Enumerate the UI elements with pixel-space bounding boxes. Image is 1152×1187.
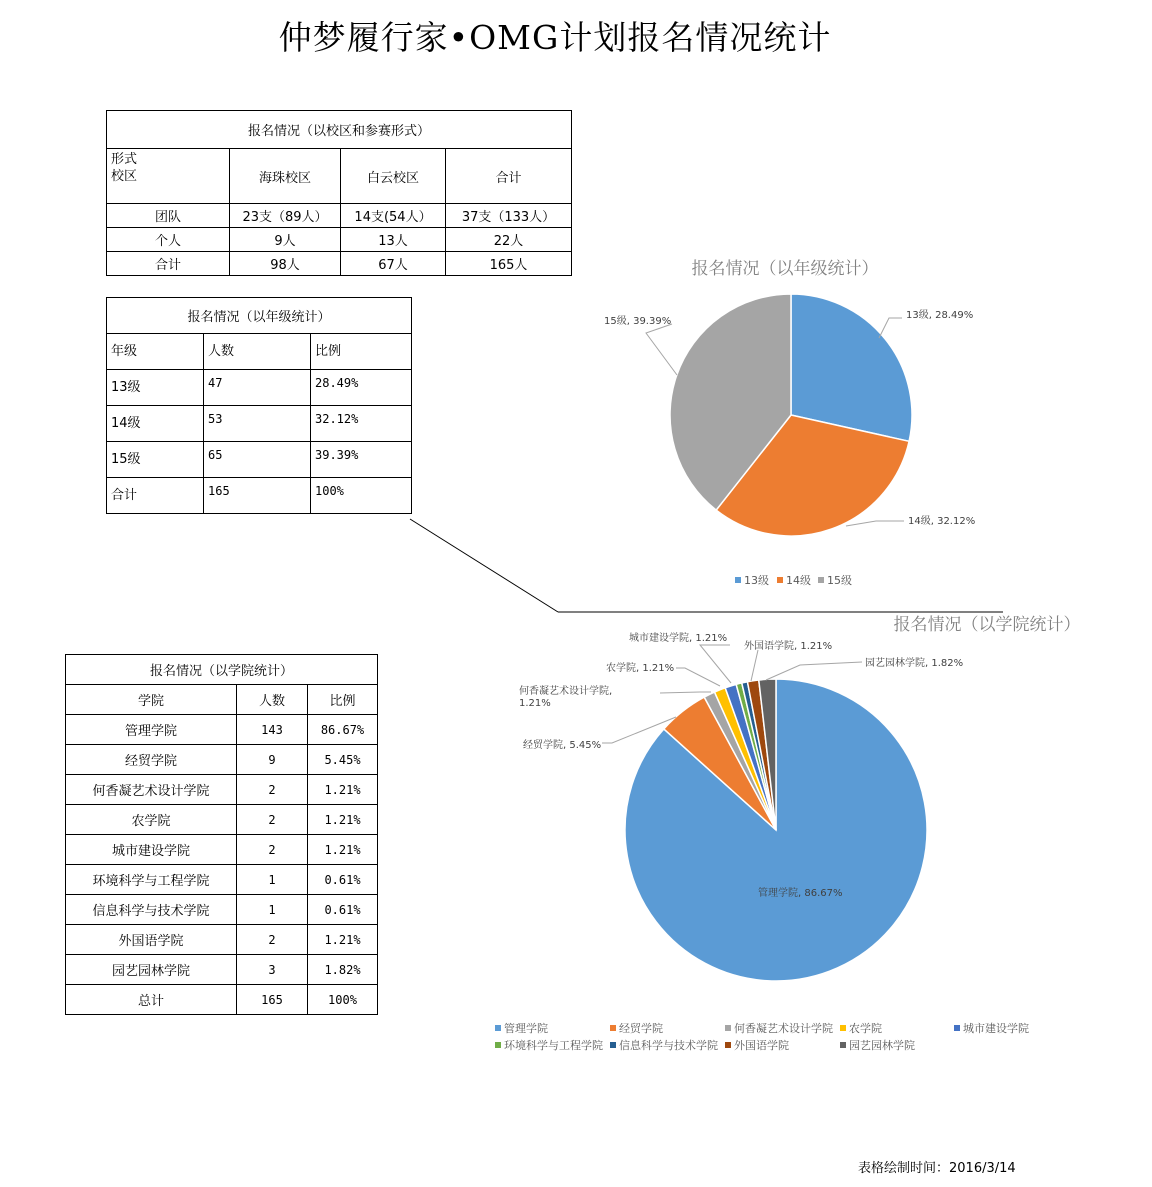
legend-swatch: [495, 1042, 501, 1048]
table-cell: 1.21%: [308, 775, 378, 805]
table-cell: 信息科学与技术学院: [66, 895, 237, 925]
table-cell: 53: [204, 406, 311, 442]
table-cell: 城市建设学院: [66, 835, 237, 865]
table-cell: 外国语学院: [66, 925, 237, 955]
legend-entry: 信息科学与技术学院: [619, 1039, 718, 1052]
table-cell: 农学院: [66, 805, 237, 835]
data-label: 农学院, 1.21%: [606, 663, 675, 674]
data-label: 1.21%: [519, 698, 551, 709]
table-cell: 1: [237, 895, 308, 925]
table-cell: 2: [237, 805, 308, 835]
table-cell: 0.61%: [308, 865, 378, 895]
data-label: 13级, 28.49%: [906, 310, 974, 321]
legend-swatch: [840, 1025, 846, 1031]
table-cell: 环境科学与工程学院: [66, 865, 237, 895]
legend-swatch: [725, 1025, 731, 1031]
column-header: 年级: [107, 334, 204, 370]
table-cell: 9人: [230, 228, 341, 252]
footer-timestamp: 表格绘制时间：2016/3/14: [858, 1161, 1016, 1176]
table-cell: 5.45%: [308, 745, 378, 775]
table-cell: 143: [237, 715, 308, 745]
table-cell: 14支(54人）: [341, 204, 446, 228]
table-cell: 37支（133人）: [446, 204, 572, 228]
table-cell: 165: [237, 985, 308, 1015]
table-cell: 100%: [308, 985, 378, 1015]
legend-swatch: [954, 1025, 960, 1031]
table-cell: 22人: [446, 228, 572, 252]
table-cell: 1: [237, 865, 308, 895]
table-cell: 86.67%: [308, 715, 378, 745]
table-cell: 管理学院: [66, 715, 237, 745]
table-cell: 100%: [311, 478, 412, 514]
legend-swatch: [725, 1042, 731, 1048]
table-cell: 32.12%: [311, 406, 412, 442]
legend-swatch: [610, 1042, 616, 1048]
college-chart-title: 报名情况（以学院统计）: [893, 615, 1081, 635]
leader-line: [766, 662, 862, 680]
table-cell: 1.21%: [308, 805, 378, 835]
table-cell: 2: [237, 925, 308, 955]
table-cell: 23支（89人）: [230, 204, 341, 228]
table-cell: 1.82%: [308, 955, 378, 985]
table-cell: 何香凝艺术设计学院: [66, 775, 237, 805]
table-cell: 合计: [107, 478, 204, 514]
table-cell: 15级: [107, 442, 204, 478]
table-cell: 65: [204, 442, 311, 478]
table-cell: 14级: [107, 406, 204, 442]
page-title: 仲梦履行家•OMG计划报名情况统计: [278, 18, 832, 57]
legend-swatch: [495, 1025, 501, 1031]
legend-entry: 管理学院: [504, 1022, 548, 1035]
table-cell: 0.61%: [308, 895, 378, 925]
legend-entry: 外国语学院: [734, 1039, 789, 1052]
table-cell: 园艺园林学院: [66, 955, 237, 985]
column-header: 人数: [204, 334, 311, 370]
table-cell: 经贸学院: [66, 745, 237, 775]
data-label: 园艺园林学院, 1.82%: [865, 658, 964, 669]
legend-entry: 园艺园林学院: [849, 1039, 915, 1052]
corner-top-label: 形式: [111, 152, 138, 167]
leader-line: [660, 692, 711, 693]
table-cell: 2: [237, 775, 308, 805]
data-label: 城市建设学院, 1.21%: [629, 633, 728, 644]
legend-entry: 15级: [827, 574, 852, 587]
leader-line: [700, 645, 731, 683]
legend-entry: 14级: [786, 574, 811, 587]
table-cell: 9: [237, 745, 308, 775]
column-header: 海珠校区: [230, 149, 341, 204]
table-cell: 165人: [446, 252, 572, 276]
table-cell: 1.21%: [308, 835, 378, 865]
legend-entry: 何香凝艺术设计学院: [734, 1022, 833, 1035]
table-cell: 13级: [107, 370, 204, 406]
leader-line: [751, 650, 758, 681]
column-header: 比例: [311, 334, 412, 370]
table-cell: 1.21%: [308, 925, 378, 955]
row-label: 个人: [107, 228, 230, 252]
table-cell: 47: [204, 370, 311, 406]
table-cell: 13人: [341, 228, 446, 252]
grade-chart-title: 报名情况（以年级统计）: [691, 259, 879, 279]
data-label: 管理学院, 86.67%: [758, 888, 843, 899]
table-cell: 39.39%: [311, 442, 412, 478]
data-label: 经贸学院, 5.45%: [523, 740, 602, 751]
legend-entry: 农学院: [849, 1022, 882, 1035]
row-label: 团队: [107, 204, 230, 228]
legend-swatch: [840, 1042, 846, 1048]
legend-entry: 经贸学院: [619, 1022, 663, 1035]
leader-line: [676, 668, 720, 686]
data-label: 何香凝艺术设计学院,: [519, 686, 613, 697]
grade-table-caption: 报名情况（以年级统计）: [107, 298, 412, 334]
table-cell: 2: [237, 835, 308, 865]
legend-entry: 13级: [744, 574, 769, 587]
college-table-caption: 报名情况（以学院统计）: [66, 655, 378, 685]
table-cell: 98人: [230, 252, 341, 276]
data-label: 15级, 39.39%: [604, 316, 672, 327]
legend-swatch: [610, 1025, 616, 1031]
table-cell: 28.49%: [311, 370, 412, 406]
row-label: 合计: [107, 252, 230, 276]
campus-table-caption: 报名情况（以校区和参赛形式）: [107, 111, 572, 149]
table-cell: 67人: [341, 252, 446, 276]
legend-entry: 城市建设学院: [963, 1022, 1029, 1035]
data-label: 外国语学院, 1.21%: [744, 641, 833, 652]
table-cell: 3: [237, 955, 308, 985]
legend-entry: 环境科学与工程学院: [504, 1039, 603, 1052]
column-header: 合计: [446, 149, 572, 204]
corner-bottom-label: 校区: [111, 169, 138, 184]
column-header: 人数: [237, 685, 308, 715]
column-header: 学院: [66, 685, 237, 715]
table-cell: 总计: [66, 985, 237, 1015]
data-label: 14级, 32.12%: [908, 516, 976, 527]
column-header: 比例: [308, 685, 378, 715]
table-cell: 165: [204, 478, 311, 514]
column-header: 白云校区: [341, 149, 446, 204]
